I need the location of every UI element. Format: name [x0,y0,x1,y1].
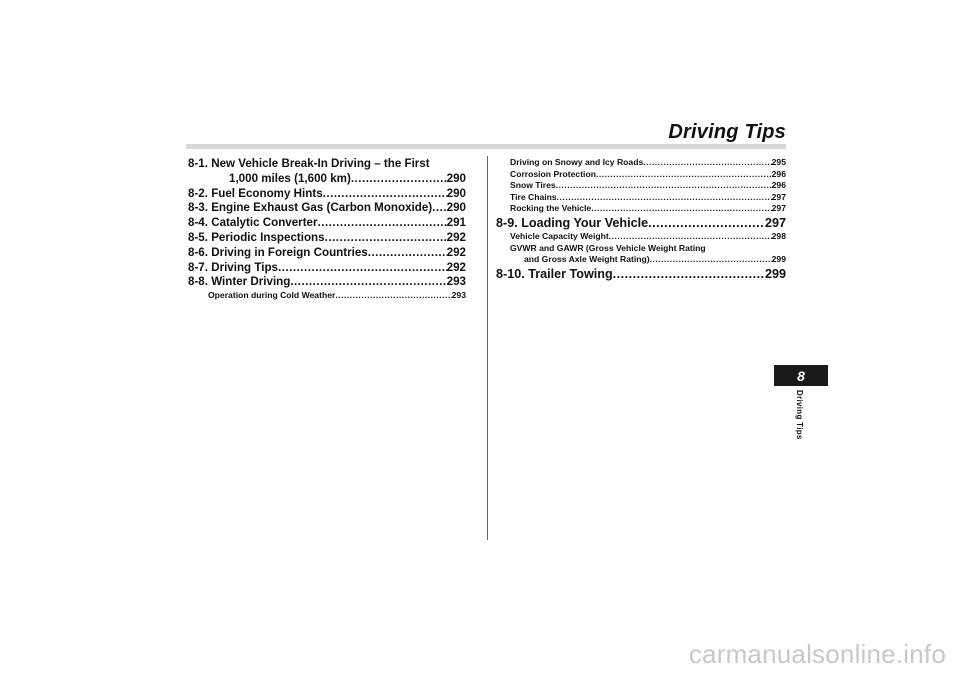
toc-entry-title: 8-10. Trailer Towing [496,266,613,281]
toc-entry-8-9[interactable] [496,215,786,231]
toc-entry-title: 8-7. Driving Tips [188,260,278,274]
toc-subentry-capacity-weight[interactable] [496,231,786,243]
dot-leader [609,231,772,243]
dot-leader [278,261,447,276]
toc-entry-title: Operation during Cold Weather [208,290,336,301]
chapter-tab-label: Driving Tips [795,390,804,440]
toc-entry-title: Snow Tires [510,180,556,191]
toc-subentry-corrosion[interactable] [496,169,786,181]
toc-entry-8-3[interactable] [188,201,466,216]
dot-leader [591,203,771,215]
dot-leader [648,215,765,231]
dot-leader [557,192,772,204]
dot-leader [290,275,446,290]
toc-entry-page: 299 [764,266,786,281]
header-rule [186,144,786,149]
toc-subentry-rocking[interactable] [496,203,786,215]
dot-leader [556,180,772,192]
toc-right-column [496,157,786,282]
toc-entry-title: 1,000 miles (1,600 km) [229,171,351,185]
toc-entry-page: 297 [764,215,786,230]
toc-entry-page: 290 [446,186,466,200]
toc-entry-title: 8-6. Driving in Foreign Countries [188,245,368,259]
toc-subentry-snow-tires[interactable] [496,180,786,192]
toc-entry-title: 8-1. New Vehicle Break-In Driving – the First [188,157,430,170]
toc-entry-title: Corrosion Protection [510,168,596,179]
toc-left-column [188,157,466,302]
toc-entry-page: 290 [446,171,466,185]
toc-entry-title: Rocking the Vehicle [510,203,592,214]
toc-entry-title: Driving on Snowy and Icy Roads [510,157,644,167]
toc-entry-page: 291 [446,216,466,230]
toc-entry-page: 292 [446,230,466,244]
page-title: Driving Tips [668,121,786,143]
toc-subentry-cold-weather[interactable] [188,290,466,302]
toc-entry-page: 298 [771,230,786,241]
dot-leader [323,187,447,202]
dot-leader [432,201,447,216]
toc-entry-title: 8-5. Periodic Inspections [188,230,325,244]
toc-entry-page: 297 [771,203,786,214]
toc-entry-8-8[interactable] [188,275,466,290]
dot-leader [318,216,447,231]
toc-entry-title: 8-3. Engine Exhaust Gas (Carbon Monoxide) [188,201,433,215]
chapter-tab[interactable] [774,365,828,386]
chapter-tab-number: 8 [797,367,805,384]
toc-entry-8-1-cont[interactable] [188,172,466,187]
toc-entry-8-2[interactable] [188,187,466,202]
toc-entry-8-5[interactable] [188,231,466,246]
dot-leader [368,246,447,261]
toc-entry-8-4[interactable] [188,216,466,231]
toc-entry-page: 297 [771,191,786,202]
toc-entry-page: 299 [771,254,786,265]
toc-entry-page: 293 [451,290,466,301]
toc-entry-page: 296 [771,180,786,191]
toc-entry-page: 292 [446,260,466,274]
dot-leader [643,157,771,169]
toc-entry-8-6[interactable] [188,246,466,261]
toc-entry-page: 292 [446,245,466,259]
dot-leader [596,169,772,181]
toc-subentry-gvwr-cont[interactable] [496,254,786,266]
column-divider [487,156,488,540]
toc-entry-title: 8-9. Loading Your Vehicle [496,215,649,230]
toc-entry-title: and Gross Axle Weight Rating) [524,254,650,265]
toc-entry-page: 293 [446,275,466,289]
toc-subentry-snowy-roads[interactable] [496,157,786,169]
toc-subentry-gvwr[interactable] [496,243,786,255]
dot-leader [613,266,765,282]
dot-leader [335,290,451,302]
dot-leader [325,231,447,246]
toc-entry-title: 8-2. Fuel Economy Hints [188,186,323,200]
dot-leader [351,172,447,187]
toc-entry-title: 8-8. Winter Driving [188,275,291,289]
toc-entry-page: 296 [771,168,786,179]
toc-entry-8-1[interactable] [188,157,466,172]
dot-leader [650,254,772,266]
toc-subentry-tire-chains[interactable] [496,192,786,204]
toc-entry-8-10[interactable] [496,266,786,282]
watermark: carmanualsonline.info [688,639,946,669]
toc-entry-title: 8-4. Catalytic Converter [188,216,318,230]
toc-entry-title: GVWR and GAWR (Gross Vehicle Weight Rating [510,242,706,253]
toc-entry-page: 290 [446,201,466,215]
toc-entry-page: 295 [771,157,786,167]
toc-entry-8-7[interactable] [188,261,466,276]
toc-entry-title: Vehicle Capacity Weight [510,230,609,241]
toc-entry-title: Tire Chains [510,191,557,202]
